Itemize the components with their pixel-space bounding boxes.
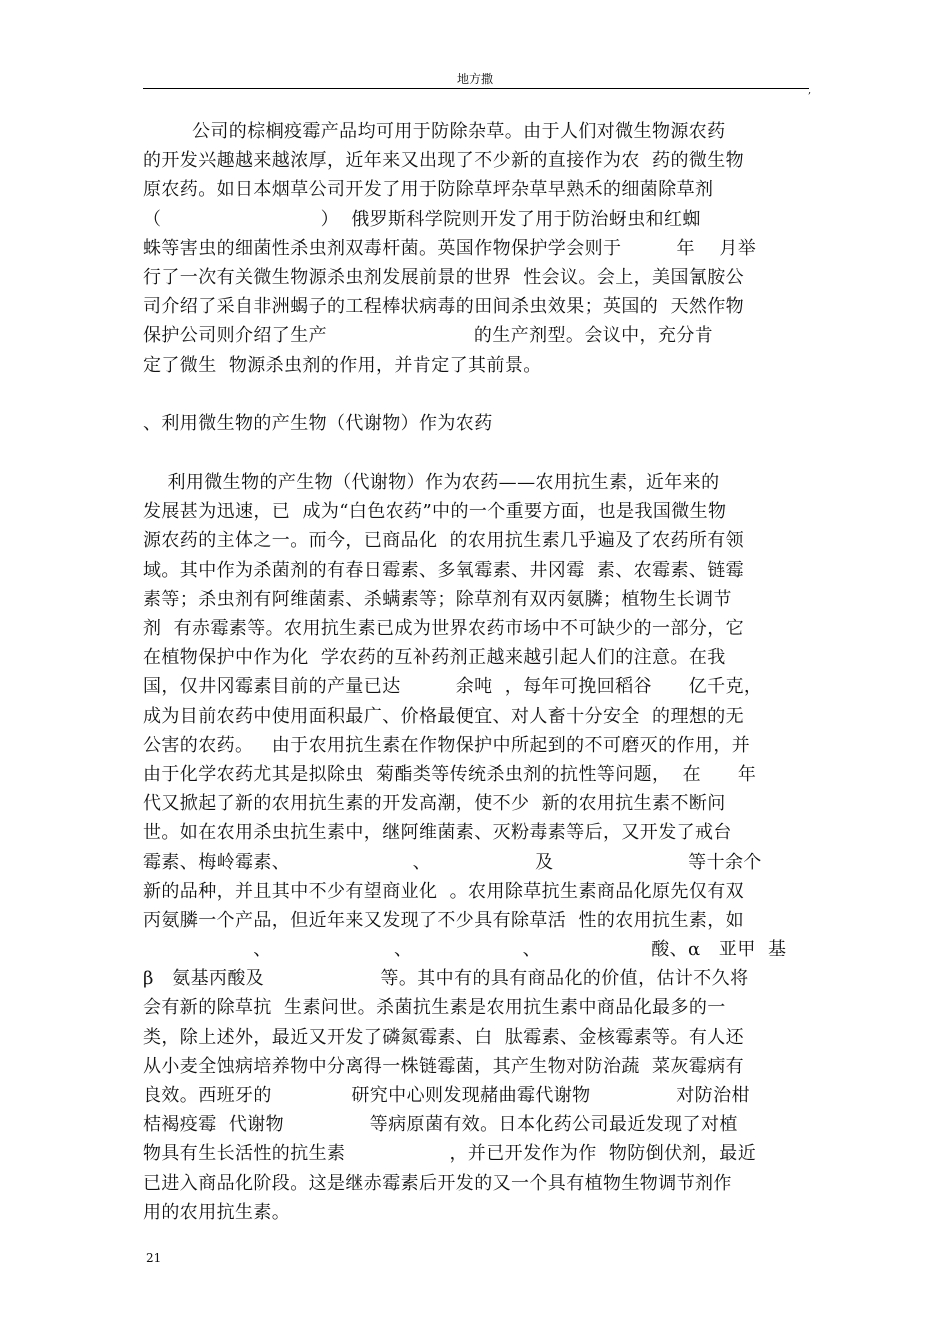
- text-line: （ ） 俄罗斯科学院则开发了用于防治蚜虫和红蜘: [143, 208, 701, 230]
- text-line: 桔褐疫霉 代谢物 等病原菌有效。日本化药公司最近发现了对植: [143, 1114, 738, 1136]
- text-line: 类，除上述外，最近又开发了磷氮霉素、白 肽霉素、金核霉素等。有人还: [143, 1026, 745, 1048]
- text-line: 会有新的除草抗 生素问世。杀菌抗生素是农用抗生素中商品化最多的一: [143, 997, 726, 1019]
- text-line: 世。如在农用杀虫抗生素中，继阿维菌素、灭粉毒素等后，又开发了戒台: [143, 822, 732, 844]
- text-line: 公害的农药。 由于农用抗生素在作物保护中所起到的不可磨灭的作用，并: [143, 734, 751, 756]
- text-line: 域。其中作为杀菌剂的有春日霉素、多氧霉素、井冈霉 素、农霉素、链霉: [143, 559, 745, 581]
- paragraph-gap: [143, 438, 823, 468]
- paragraph-agricultural-antibiotics: [143, 468, 823, 1227]
- text-line: 司介绍了采自非洲蝎子的工程棒状病毒的田间杀虫效果；英国的 天然作物: [143, 296, 745, 318]
- header-tick-mark: ,: [808, 85, 812, 96]
- text-line: 行了一次有关微生物源杀虫剂发展前景的世界 性会议。会上，美国氰胺公: [143, 266, 745, 288]
- document-body: [143, 117, 823, 1227]
- text-line: 新的品种，并且其中不少有望商业化 。农用除草抗生素商品化原先仅有双: [143, 880, 745, 902]
- text-line: 国，仅井冈霉素目前的产量已达 余吨 ，每年可挽回稻谷 亿千克，: [143, 676, 763, 698]
- text-line: 由于化学农药尤其是拟除虫 菊酯类等传统杀虫剂的抗性等问题， 在 年: [143, 763, 757, 785]
- text-line: 剂 有赤霉素等。农用抗生素已成为世界农药市场中不可缺少的一部分，它: [143, 618, 745, 639]
- text-line: 原农药。如日本烟草公司开发了用于防除草坪杂草早熟禾的细菌除草剂: [143, 179, 714, 201]
- text-line: 用的农用抗生素。: [143, 1201, 291, 1223]
- text-line: 发展甚为迅速，已 成为“白色农药”中的一个重要方面，也是我国微生物: [143, 501, 727, 523]
- page-number: 21: [146, 1251, 162, 1265]
- text-line: 源农药的主体之一。而今，已商品化 的农用抗生素几乎遍及了农药所有领: [143, 530, 745, 552]
- section-heading: 、利用微生物的产生物（代谢物）作为农药: [143, 413, 493, 435]
- text-line: 物具有生长活性的抗生素 ，并已开发作为作 物防倒伏剂，最近: [143, 1143, 757, 1165]
- text-line: 蛛等害虫的细菌性杀虫剂双毒杆菌。英国作物保护学会则于 年 月举: [143, 237, 757, 259]
- paragraph-gap: [143, 380, 823, 410]
- text-line: 保护公司则介绍了生产 的生产剂型。会议中，充分肯: [143, 325, 714, 347]
- text-line: 、 、 、 酸、α 亚甲 基: [143, 939, 787, 961]
- header-rule: [143, 88, 809, 89]
- text-line: 利用微生物的产生物（代谢物）作为农药——农用抗生素，近年来的: [143, 472, 720, 494]
- text-line: 良效。西班牙的 研究中心则发现赭曲霉代谢物 对防治柑: [143, 1085, 750, 1106]
- text-line: 素等；杀虫剂有阿维菌素、杀螨素等；除草剂有双丙氨膦；植物生长调节: [143, 588, 732, 610]
- text-line: 成为目前农药中使用面积最广、价格最便宜、对人畜十分安全 的理想的无: [143, 705, 745, 727]
- text-line: 代又掀起了新的农用抗生素的开发高潮，使不少 新的农用抗生素不断问: [143, 793, 726, 815]
- text-line: 在植物保护中作为化 学农药的互补药剂正越来越引起人们的注意。在我: [143, 647, 726, 669]
- text-line: 从小麦全蚀病培养物中分离得一株链霉菌，其产生物对防治蔬 菜灰霉病有: [143, 1055, 745, 1077]
- text-line: β 氨基丙酸及 等。其中有的具有商品化的价值，估计不久将: [143, 968, 749, 990]
- text-line: 霉素、梅岭霉素、 、 及 等十余个: [143, 851, 762, 873]
- page-header: 地方撒: [456, 72, 493, 86]
- text-line: 公司的棕榈疫霉产品均可用于防除杂草。由于人们对微生物源农药: [143, 121, 726, 142]
- text-line: 定了微生 物源杀虫剂的作用，并肯定了其前景。: [143, 354, 542, 376]
- paragraph-microbial-herbicides: [143, 117, 823, 380]
- text-line: 已进入商品化阶段。这是继赤霉素后开发的又一个具有植物生物调节剂作: [143, 1172, 732, 1194]
- text-line: 丙氨膦一个产品，但近年来又发现了不少具有除草活 性的农用抗生素，如: [143, 909, 745, 931]
- text-line: 的开发兴趣越来越浓厚，近年来又出现了不少新的直接作为农 药的微生物: [143, 150, 745, 172]
